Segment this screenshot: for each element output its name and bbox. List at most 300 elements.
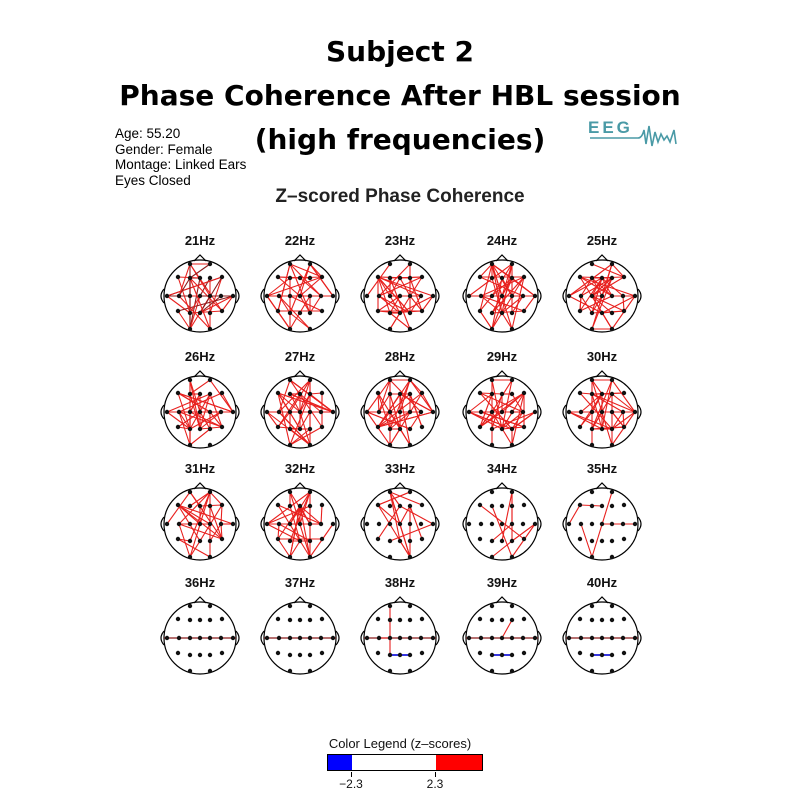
electrode-dot — [388, 410, 392, 414]
electrode-dot — [320, 503, 324, 507]
electrode-dot — [510, 311, 514, 315]
electrode-dot — [219, 522, 223, 526]
electrode-dot — [510, 522, 514, 526]
electrode-dot — [590, 490, 594, 494]
electrode-dot — [490, 311, 494, 315]
electrode-dot — [420, 651, 424, 655]
electrode-dot — [478, 309, 482, 313]
electrode-dot — [377, 522, 381, 526]
electrode-dot — [500, 522, 504, 526]
electrode-dot — [510, 555, 514, 559]
electrode-dot — [276, 391, 280, 395]
coherence-link — [592, 380, 602, 394]
coherence-link — [502, 313, 512, 329]
electrode-dot — [208, 522, 212, 526]
electrode-dot — [408, 392, 412, 396]
electrode-dot — [510, 294, 514, 298]
electrode-dot — [510, 443, 514, 447]
slide-title-line-1: Subject 2 — [326, 35, 474, 68]
electrode-dot — [522, 309, 526, 313]
electrode-dot — [220, 617, 224, 621]
electrode-dot — [220, 651, 224, 655]
coherence-link — [581, 296, 592, 313]
electrode-dot — [308, 294, 312, 298]
electrode-dot — [320, 537, 324, 541]
subject-condition: Eyes Closed — [115, 172, 191, 188]
electrode-dot — [176, 391, 180, 395]
electrode-dot — [388, 327, 392, 331]
electrode-dot — [320, 275, 324, 279]
electrode-dot — [198, 311, 202, 315]
legend-low-label: −2.3 — [339, 777, 363, 791]
legend-positive-segment — [436, 755, 482, 770]
coherence-link — [502, 492, 512, 541]
electrode-dot — [388, 392, 392, 396]
electrode-dot — [610, 555, 614, 559]
electrode-dot — [590, 378, 594, 382]
electrode-dot — [490, 262, 494, 266]
electrode-dot — [188, 410, 192, 414]
head-map — [542, 249, 662, 333]
electrode-dot — [420, 391, 424, 395]
electrode-dot — [408, 504, 412, 508]
electrode-dot — [567, 410, 571, 414]
electrode-dot — [219, 636, 223, 640]
electrode-dot — [377, 294, 381, 298]
electrode-dot — [479, 410, 483, 414]
electrode-dot — [265, 636, 269, 640]
electrode-dot — [610, 276, 614, 280]
electrode-dot — [578, 275, 582, 279]
electrode-dot — [622, 617, 626, 621]
coherence-link — [400, 541, 410, 557]
electrode-dot — [308, 276, 312, 280]
electrode-dot — [298, 392, 302, 396]
electrode-dot — [490, 443, 494, 447]
electrode-dot — [420, 425, 424, 429]
electrode-dot — [277, 636, 281, 640]
electrode-dot — [590, 669, 594, 673]
electrode-dot — [610, 618, 614, 622]
electrode-dot — [610, 392, 614, 396]
frequency-label: 30Hz — [586, 349, 618, 364]
electrode-dot — [298, 504, 302, 508]
electrode-dot — [590, 327, 594, 331]
coherence-link — [492, 278, 512, 329]
electrode-dot — [308, 669, 312, 673]
electrode-dot — [198, 276, 202, 280]
electrode-dot — [188, 443, 192, 447]
electrode-dot — [208, 490, 212, 494]
electrode-dot — [478, 275, 482, 279]
electrode-dot — [610, 410, 614, 414]
electrode-dot — [188, 392, 192, 396]
electrode-dot — [610, 636, 614, 640]
electrode-dot — [521, 294, 525, 298]
electrode-dot — [408, 427, 412, 431]
electrode-dot — [633, 636, 637, 640]
electrode-dot — [633, 410, 637, 414]
electrode-dot — [188, 504, 192, 508]
electrode-dot — [467, 522, 471, 526]
electrode-dot — [277, 410, 281, 414]
electrode-dot — [567, 636, 571, 640]
electrode-dot — [288, 311, 292, 315]
head-map-panel — [542, 461, 662, 561]
electrode-dot — [610, 327, 614, 331]
coherence-link — [221, 505, 222, 524]
electrode-dot — [288, 378, 292, 382]
electrode-dot — [319, 636, 323, 640]
electrode-dot — [188, 522, 192, 526]
electrode-dot — [610, 262, 614, 266]
electrode-dot — [398, 410, 402, 414]
electrode-dot — [376, 503, 380, 507]
electrode-dot — [265, 522, 269, 526]
electrode-dot — [376, 617, 380, 621]
electrode-dot — [431, 410, 435, 414]
electrode-dot — [479, 522, 483, 526]
coherence-link — [623, 412, 624, 427]
electrode-dot — [308, 378, 312, 382]
slide-title-line-2: Phase Coherence After HBL session — [119, 79, 681, 112]
electrode-dot — [610, 311, 614, 315]
electrode-dot — [590, 262, 594, 266]
electrode-dot — [467, 410, 471, 414]
coherence-link — [524, 296, 535, 311]
electrode-dot — [288, 443, 292, 447]
electrode-dot — [277, 522, 281, 526]
electrode-dot — [365, 294, 369, 298]
electrode-dot — [298, 618, 302, 622]
electrode-dot — [600, 522, 604, 526]
electrode-dot — [308, 427, 312, 431]
electrode-dot — [419, 636, 423, 640]
electrode-dot — [600, 539, 604, 543]
electrode-dot — [408, 555, 412, 559]
electrode-dot — [490, 490, 494, 494]
electrode-dot — [198, 427, 202, 431]
frequency-label: 29Hz — [486, 349, 518, 364]
electrode-dot — [220, 537, 224, 541]
electrode-dot — [579, 636, 583, 640]
electrode-dot — [220, 275, 224, 279]
electrode-dot — [388, 669, 392, 673]
electrode-dot — [490, 539, 494, 543]
electrode-dot — [376, 651, 380, 655]
electrode-dot — [388, 276, 392, 280]
electrode-dot — [521, 522, 525, 526]
head-map — [542, 365, 662, 449]
electrode-dot — [198, 539, 202, 543]
electrode-dot — [479, 636, 483, 640]
electrode-dot — [198, 294, 202, 298]
frequency-label: 39Hz — [486, 575, 518, 590]
coherence-link — [190, 492, 200, 506]
electrode-dot — [533, 522, 537, 526]
electrode-dot — [590, 443, 594, 447]
electrode-dot — [388, 604, 392, 608]
electrode-dot — [467, 636, 471, 640]
electrode-dot — [590, 539, 594, 543]
electrode-dot — [590, 604, 594, 608]
electrode-dot — [567, 522, 571, 526]
electrode-dot — [308, 539, 312, 543]
electrode-dot — [479, 294, 483, 298]
electrode-dot — [176, 651, 180, 655]
electrode-dot — [176, 425, 180, 429]
electrode-dot — [177, 636, 181, 640]
electrode-dot — [220, 503, 224, 507]
electrode-dot — [510, 669, 514, 673]
electrode-dot — [277, 294, 281, 298]
electrode-dot — [408, 443, 412, 447]
electrode-dot — [288, 490, 292, 494]
electrode-dot — [408, 604, 412, 608]
frequency-label: 32Hz — [284, 461, 316, 476]
electrode-dot — [500, 504, 504, 508]
electrode-dot — [510, 618, 514, 622]
electrode-dot — [490, 522, 494, 526]
electrode-dot — [188, 427, 192, 431]
electrode-dot — [408, 327, 412, 331]
electrode-dot — [578, 391, 582, 395]
electrode-dot — [578, 503, 582, 507]
head-map-panel — [542, 233, 662, 333]
coherence-link — [492, 311, 524, 313]
electrode-dot — [398, 653, 402, 657]
electrode-dot — [398, 539, 402, 543]
electrode-dot — [500, 294, 504, 298]
electrode-dot — [376, 425, 380, 429]
electrode-dot — [533, 636, 537, 640]
electrode-dot — [176, 503, 180, 507]
electrode-dot — [600, 276, 604, 280]
electrode-dot — [510, 262, 514, 266]
electrode-dot — [490, 636, 494, 640]
electrode-dot — [308, 522, 312, 526]
electrode-dot — [621, 522, 625, 526]
electrode-dot — [388, 504, 392, 508]
electrode-dot — [500, 427, 504, 431]
electrode-dot — [176, 617, 180, 621]
electrode-dot — [500, 539, 504, 543]
electrode-dot — [600, 294, 604, 298]
electrode-dot — [621, 294, 625, 298]
legend-neutral-segment — [352, 755, 436, 770]
electrode-dot — [490, 604, 494, 608]
electrode-dot — [490, 327, 494, 331]
electrode-dot — [308, 443, 312, 447]
electrode-dot — [610, 427, 614, 431]
electrode-dot — [188, 378, 192, 382]
electrode-dot — [500, 392, 504, 396]
electrode-dot — [265, 294, 269, 298]
electrode-dot — [510, 490, 514, 494]
electrode-dot — [376, 309, 380, 313]
electrode-dot — [208, 669, 212, 673]
electrode-dot — [610, 378, 614, 382]
electrode-dot — [308, 311, 312, 315]
electrode-dot — [408, 490, 412, 494]
electrode-dot — [376, 275, 380, 279]
electrode-dot — [510, 392, 514, 396]
electrode-dot — [198, 636, 202, 640]
electrode-dot — [510, 504, 514, 508]
coherence-link — [502, 620, 512, 638]
frequency-label: 31Hz — [184, 461, 216, 476]
electrode-dot — [431, 294, 435, 298]
electrode-dot — [600, 636, 604, 640]
electrode-dot — [420, 503, 424, 507]
electrode-dot — [298, 294, 302, 298]
electrode-dot — [600, 392, 604, 396]
frequency-label: 24Hz — [486, 233, 518, 248]
electrode-dot — [308, 604, 312, 608]
electrode-dot — [276, 503, 280, 507]
electrode-dot — [308, 392, 312, 396]
electrode-dot — [388, 378, 392, 382]
frequency-label: 28Hz — [384, 349, 416, 364]
electrode-dot — [308, 636, 312, 640]
electrode-dot — [420, 309, 424, 313]
electrode-dot — [388, 262, 392, 266]
electrode-dot — [622, 391, 626, 395]
electrode-dot — [319, 294, 323, 298]
electrode-dot — [298, 427, 302, 431]
electrode-dot — [208, 378, 212, 382]
electrode-dot — [188, 490, 192, 494]
coherence-link — [167, 277, 222, 296]
electrode-dot — [500, 276, 504, 280]
electrode-dot — [431, 636, 435, 640]
electrode-dot — [398, 276, 402, 280]
electrode-dot — [510, 427, 514, 431]
electrode-dot — [490, 618, 494, 622]
coherence-link — [569, 505, 580, 524]
coherence-link — [267, 278, 290, 296]
electrode-dot — [522, 617, 526, 621]
electrode-dot — [622, 503, 626, 507]
electrode-dot — [208, 636, 212, 640]
electrode-dot — [610, 522, 614, 526]
electrode-dot — [165, 294, 169, 298]
electrode-dot — [388, 311, 392, 315]
coherence-link — [178, 539, 210, 557]
electrode-dot — [408, 378, 412, 382]
electrode-dot — [500, 618, 504, 622]
electrode-dot — [176, 275, 180, 279]
electrode-dot — [478, 391, 482, 395]
frequency-label: 36Hz — [184, 575, 216, 590]
electrode-dot — [298, 276, 302, 280]
electrode-dot — [398, 636, 402, 640]
electrode-dot — [388, 427, 392, 431]
electrode-dot — [622, 275, 626, 279]
electrode-dot — [198, 522, 202, 526]
electrode-dot — [208, 294, 212, 298]
frequency-label: 25Hz — [586, 233, 618, 248]
electrode-dot — [388, 294, 392, 298]
electrode-dot — [388, 555, 392, 559]
electrode-dot — [478, 617, 482, 621]
electrode-dot — [320, 309, 324, 313]
electrode-dot — [490, 392, 494, 396]
electrode-dot — [308, 618, 312, 622]
electrode-dot — [319, 522, 323, 526]
electrode-dot — [208, 604, 212, 608]
electrode-dot — [610, 653, 614, 657]
electrode-dot — [220, 425, 224, 429]
frequency-label: 26Hz — [184, 349, 216, 364]
electrode-dot — [490, 669, 494, 673]
electrode-dot — [398, 522, 402, 526]
electrode-dot — [288, 262, 292, 266]
frequency-label: 40Hz — [586, 575, 618, 590]
coherence-link — [390, 524, 433, 541]
electrode-dot — [198, 618, 202, 622]
electrode-dot — [490, 410, 494, 414]
legend-high-label: 2.3 — [426, 777, 444, 791]
legend-negative-segment — [328, 755, 352, 770]
electrode-dot — [320, 651, 324, 655]
electrode-dot — [490, 378, 494, 382]
electrode-dot — [467, 294, 471, 298]
electrode-dot — [578, 537, 582, 541]
electrode-dot — [600, 427, 604, 431]
electrode-dot — [208, 276, 212, 280]
subject-info — [115, 126, 246, 188]
electrode-dot — [510, 327, 514, 331]
coherence-link — [321, 505, 322, 524]
electrode-dot — [188, 555, 192, 559]
electrode-dot — [610, 504, 614, 508]
logo-text: EEG — [588, 118, 633, 137]
frequency-label: 34Hz — [486, 461, 518, 476]
electrode-dot — [376, 391, 380, 395]
electrode-dot — [331, 522, 335, 526]
electrode-dot — [276, 617, 280, 621]
electrode-dot — [365, 522, 369, 526]
electrode-dot — [298, 522, 302, 526]
electrode-dot — [533, 294, 537, 298]
electrode-dot — [276, 275, 280, 279]
electrode-dot — [188, 276, 192, 280]
electrode-dot — [431, 522, 435, 526]
electrode-dot — [331, 410, 335, 414]
electrode-dot — [622, 309, 626, 313]
electrode-dot — [308, 327, 312, 331]
frequency-label: 37Hz — [284, 575, 316, 590]
electrode-dot — [521, 410, 525, 414]
electrode-dot — [388, 636, 392, 640]
electrode-dot — [188, 669, 192, 673]
electrode-dot — [478, 651, 482, 655]
electrode-dot — [610, 294, 614, 298]
electrode-dot — [365, 636, 369, 640]
electrode-dot — [265, 410, 269, 414]
electrode-dot — [590, 392, 594, 396]
electrode-dot — [621, 410, 625, 414]
electrode-dot — [510, 653, 514, 657]
electrode-dot — [188, 262, 192, 266]
subject-montage: Montage: Linked Ears — [115, 157, 247, 172]
electrode-dot — [388, 490, 392, 494]
electrode-dot — [522, 651, 526, 655]
frequency-label: 23Hz — [384, 233, 416, 248]
electrode-dot — [308, 504, 312, 508]
electrode-dot — [408, 522, 412, 526]
